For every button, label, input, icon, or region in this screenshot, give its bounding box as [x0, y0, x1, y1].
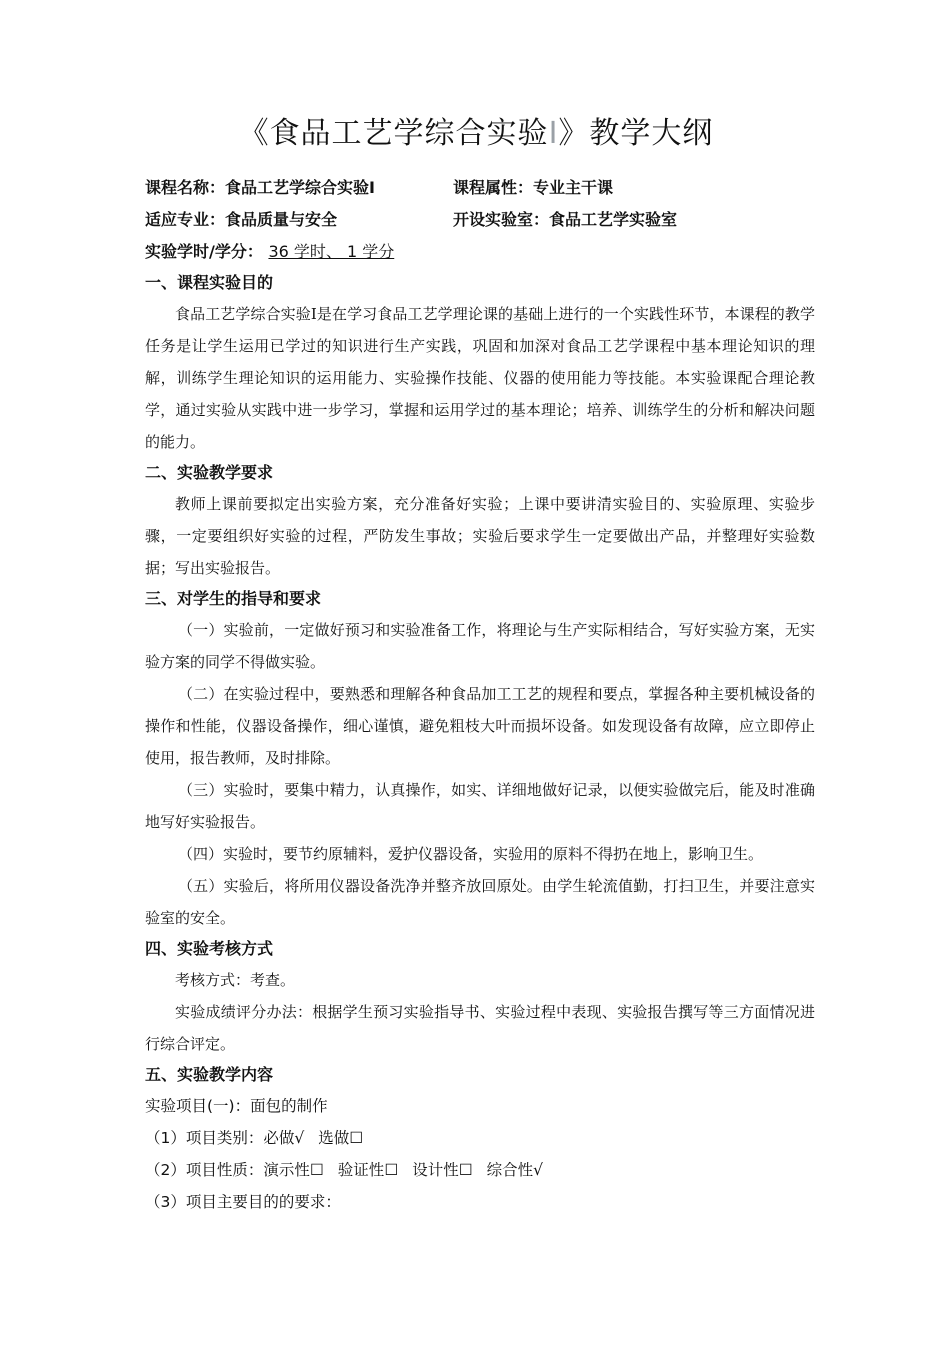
project-name: 实验项目(一)：面包的制作 — [145, 1097, 328, 1115]
assessment-grading: 实验成绩评分办法：根据学生预习实验指导书、实验过程中表现、实验报告撰写等三方面情况进行综合评定。 — [145, 1003, 815, 1053]
guidance-item-2: （二）在实验过程中，要熟悉和理解各种食品加工工艺的规程和要点，掌握各种主要机械设备的操作和性能，仪器设备操作，细心谨慎，避免粗枝大叶而损坏设备。如发现设备有故障，应立即停止使用，报告教师，及时排除。 — [145, 685, 815, 767]
hours-label: 实验学时/学分： — [145, 242, 263, 261]
lab-value: 食品工艺学实验室 — [549, 210, 678, 229]
course-attr-value: 专业主干课 — [533, 178, 614, 197]
empty-checkbox-icon: ☐ — [458, 1161, 473, 1179]
course-attr-field — [453, 178, 613, 197]
nature-verify-text: 验证性 — [337, 1161, 385, 1179]
document-body — [145, 172, 815, 1218]
course-name-label: 课程名称： — [145, 178, 226, 197]
check-mark-icon: √ — [294, 1129, 305, 1147]
title-prefix: 《食品工艺学综合实验 — [238, 116, 549, 151]
guidance-item-5: （五）实验后，将所用仪器设备洗净并整齐放回原处。由学生轮流值勤，打扫卫生，并要注意实验室的安全。 — [145, 877, 815, 927]
title-suffix: 》教学大纲 — [558, 116, 714, 151]
nature-design-text: 设计性 — [412, 1161, 459, 1179]
category-elective-text: 选做 — [318, 1129, 350, 1147]
empty-checkbox-icon: ☐ — [384, 1161, 399, 1179]
section-paragraph-requirements: 教师上课前要拟定出实验方案，充分准备好实验；上课中要讲清实验目的、实验原理、实验步骤，一定要组织好实验的过程，严防发生事故；实验后要求学生一定要做出产品，并整理好实验数据；写出实验报告。 — [145, 495, 815, 577]
section-heading-guidance: 三、对学生的指导和要求 — [145, 589, 322, 608]
meta-row-major — [145, 204, 815, 236]
assessment-method: 考核方式：考查。 — [175, 971, 296, 989]
lab-field — [453, 210, 677, 229]
category-required-text: 必做 — [263, 1129, 295, 1147]
project-nature-label: （2）项目性质： — [145, 1161, 264, 1179]
project-category-row — [145, 1122, 815, 1154]
hours-value: 36 学时、 1 学分 — [268, 242, 395, 261]
course-name-value: 食品工艺学综合实验Ⅰ — [225, 178, 375, 197]
section-paragraph-objective: 食品工艺学综合实验Ⅰ是在学习食品工艺学理论课的基础上进行的一个实践性环节，本课程的教学任务是让学生运用已学过的知识进行生产实践，巩固和加深对食品工艺学课程中基本理论知识的理解，训练学生理论知识的运用能力、实验操作技能、仪器的使用能力等技能。本实验课配合理论教学，通过实验从实践中进一步学习，掌握和运用学过的基本理论；培养、训练学生的分析和解决问题的能力。 — [145, 305, 815, 451]
course-attr-label: 课程属性： — [453, 178, 534, 197]
document-title — [0, 110, 952, 158]
guidance-item-4: （四）实验时，要节约原辅料，爱护仪器设备，实验用的原料不得扔在地上，影响卫生。 — [178, 845, 764, 863]
nature-comprehensive-text: 综合性 — [486, 1161, 534, 1179]
guidance-item-3: （三）实验时，要集中精力，认真操作，如实、详细地做好记录，以便实验做完后，能及时准确地写好实验报告。 — [145, 781, 815, 831]
project-nature-row — [145, 1154, 815, 1186]
project-purpose-label: （3）项目主要目的的要求： — [145, 1193, 341, 1211]
major-label: 适应专业： — [145, 210, 226, 229]
section-heading-assessment: 四、实验考核方式 — [145, 939, 274, 958]
lab-label: 开设实验室： — [453, 210, 550, 229]
empty-checkbox-icon: ☐ — [309, 1161, 324, 1179]
major-value: 食品质量与安全 — [225, 210, 338, 229]
major-field — [145, 204, 453, 236]
empty-checkbox-icon: ☐ — [349, 1129, 364, 1147]
meta-row-hours — [145, 236, 815, 268]
meta-row-course — [145, 172, 815, 204]
section-heading-objective: 一、课程实验目的 — [145, 273, 274, 292]
section-heading-content: 五、实验教学内容 — [145, 1065, 274, 1084]
title-roman-numeral: Ⅰ — [548, 116, 559, 151]
check-mark-icon: √ — [533, 1161, 544, 1179]
project-category-label: （1）项目类别： — [145, 1129, 264, 1147]
nature-demo-text: 演示性 — [263, 1161, 310, 1179]
section-heading-requirements: 二、实验教学要求 — [145, 463, 274, 482]
course-name-field — [145, 172, 453, 204]
guidance-item-1: （一）实验前，一定做好预习和实验准备工作，将理论与生产实际相结合，写好实验方案，无实验方案的同学不得做实验。 — [145, 621, 815, 671]
